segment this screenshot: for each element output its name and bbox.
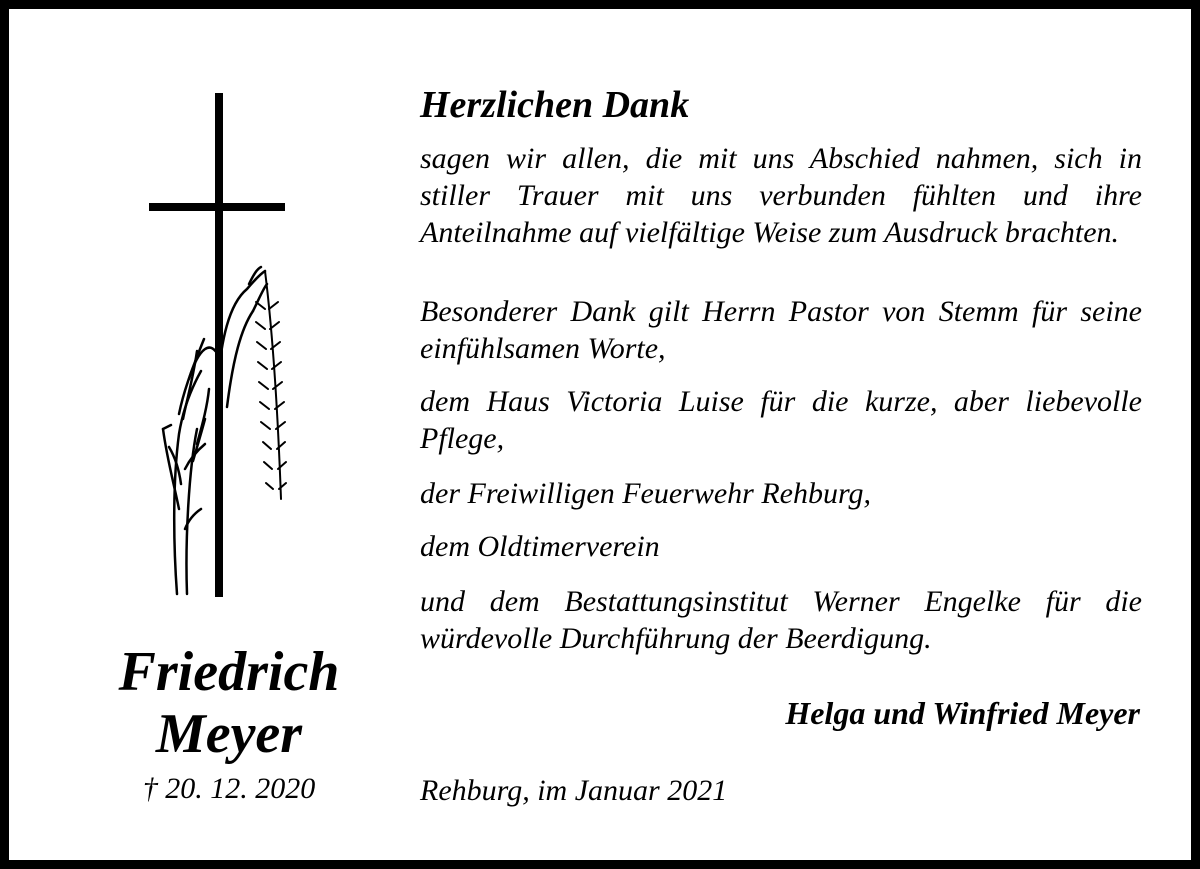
thanks-oldtimerverein: dem Oldtimerverein (420, 530, 660, 563)
last-name: Meyer (155, 703, 303, 765)
thanks-feuerwehr: der Freiwilligen Feuerwehr Rehburg, (420, 477, 872, 510)
thanks-haus-victoria-luise: dem Haus Victoria Luise für die kurze, aber liebevolle Pflege, (420, 385, 1142, 455)
death-date: † 20. 12. 2020 (142, 772, 316, 805)
cross-with-wheat-icon (149, 89, 309, 601)
thanks-bestattungsinstitut: und dem Bestattungsinstitut Werner Engelke für die würdevolle Durchführung der Beerdigung. (420, 585, 1142, 655)
deceased-name (49, 641, 409, 765)
intro-paragraph: sagen wir allen, die mit uns Abschied nahmen, sich in stiller Trauer mit uns verbunden fühlten und ihre Anteilnahme auf vielfältige Weise zum Ausdruck brachten. (420, 142, 1142, 249)
headline: Herzlichen Dank (420, 84, 690, 126)
thanks-pastor: Besonderer Dank gilt Herrn Pastor von Stemm für seine einfühlsamen Worte, (420, 295, 1142, 365)
place-date: Rehburg, im Januar 2021 (420, 774, 728, 807)
signature: Helga und Winfried Meyer (785, 695, 1140, 731)
first-name: Friedrich (118, 641, 340, 703)
